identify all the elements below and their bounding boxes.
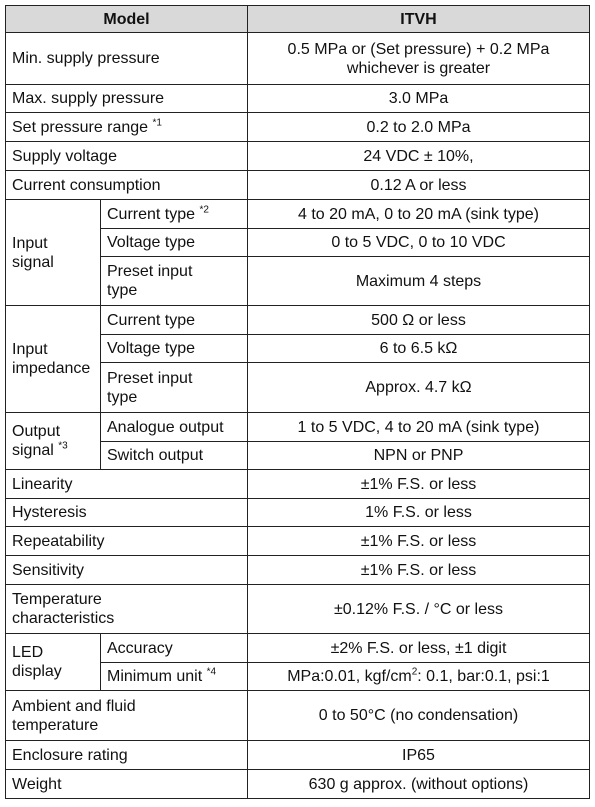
led-display-label: LED display [6,634,101,691]
table-row [6,770,590,799]
table-row [6,585,590,634]
input-impedance-current-value: 500 Ω or less [248,306,590,335]
input-impedance-voltage-label: Voltage type [101,335,248,363]
table-row [6,556,590,585]
input-impedance-preset-value: Approx. 4.7 kΩ [248,363,590,413]
linearity-value: ±1% F.S. or less [248,470,590,499]
table-row [6,171,590,200]
sensitivity-label: Sensitivity [6,556,248,585]
input-impedance-current-label: Current type [101,306,248,335]
led-accuracy-value: ±2% F.S. or less, ±1 digit [248,634,590,663]
supply-voltage-value: 24 VDC ± 10%, [248,142,590,171]
input-impedance-voltage-value: 6 to 6.5 kΩ [248,335,590,363]
table-row [6,741,590,770]
led-min-unit-label: Minimum unit $^{*4}$ [101,663,248,691]
table-row [6,691,590,741]
table-row [6,200,590,229]
output-analogue-label: Analogue output [101,413,248,442]
current-consumption-value: 0.12 A or less [248,171,590,200]
hysteresis-label: Hysteresis [6,499,248,527]
input-signal-preset-value: Maximum 4 steps [248,257,590,306]
output-analogue-value: 1 to 5 VDC, 4 to 20 mA (sink type) [248,413,590,442]
repeatability-label: Repeatability [6,527,248,556]
table-row [6,33,590,85]
table-row [6,634,590,663]
weight-value: 630 g approx. (without options) [248,770,590,799]
input-signal-preset-label: Preset input type [101,257,248,306]
note-marker: *3 [58,440,68,452]
weight-label: Weight [6,770,248,799]
output-switch-label: Switch output [101,442,248,470]
input-signal-current-value: 4 to 20 mA, 0 to 20 mA (sink type) [248,200,590,229]
set-range-label: Set pressure range $^{*1}$ [6,113,248,142]
temperature-value: ±0.12% F.S. / °C or less [248,585,590,634]
table-row [6,142,590,171]
note-marker: *2 [199,204,209,216]
supply-voltage-label: Supply voltage [6,142,248,171]
min-supply-label: Min. supply pressure [6,33,248,85]
hysteresis-value: 1% F.S. or less [248,499,590,527]
sensitivity-value: ±1% F.S. or less [248,556,590,585]
table-row [6,499,590,527]
input-signal-voltage-value: 0 to 5 VDC, 0 to 10 VDC [248,229,590,257]
table-row [6,306,590,335]
input-signal-label: Input signal [6,200,101,306]
temperature-label: Temperature characteristics [6,585,248,634]
input-impedance-preset-label: Preset input type [101,363,248,413]
spec-table [5,5,590,799]
input-signal-voltage-label: Voltage type [101,229,248,257]
linearity-label: Linearity [6,470,248,499]
table-row [6,470,590,499]
enclosure-value: IP65 [248,741,590,770]
max-supply-label: Max. supply pressure [6,85,248,113]
max-supply-value: 3.0 MPa [248,85,590,113]
table-row [6,113,590,142]
min-supply-value: 0.5 MPa or (Set pressure) + 0.2 MPa whichever is greater [248,33,590,85]
ambient-label: Ambient and fluid temperature [6,691,248,741]
table-row [6,85,590,113]
enclosure-label: Enclosure rating [6,741,248,770]
note-marker: *4 [206,666,217,678]
ambient-value: 0 to 50°C (no condensation) [248,691,590,741]
table-row [6,413,590,442]
repeatability-value: ±1% F.S. or less [248,527,590,556]
input-impedance-label: Input impedance [6,306,101,413]
led-min-unit-value: MPa:0.01, kgf/$cm^2$: 0.1, bar:0.1, psi:1 [248,663,590,691]
current-consumption-label: Current consumption [6,171,248,200]
header-model: Model [6,6,248,33]
set-range-value: 0.2 to 2.0 MPa [248,113,590,142]
input-signal-current-label: Current type $^{*2}$ [101,200,248,229]
led-accuracy-label: Accuracy [101,634,248,663]
note-marker: *1 [152,117,162,129]
table-row [6,527,590,556]
header-row [6,6,590,33]
header-itvh: ITVH [248,6,590,33]
output-signal-label: Output signal $^{*3}$ [6,413,101,470]
output-switch-value: NPN or PNP [248,442,590,470]
